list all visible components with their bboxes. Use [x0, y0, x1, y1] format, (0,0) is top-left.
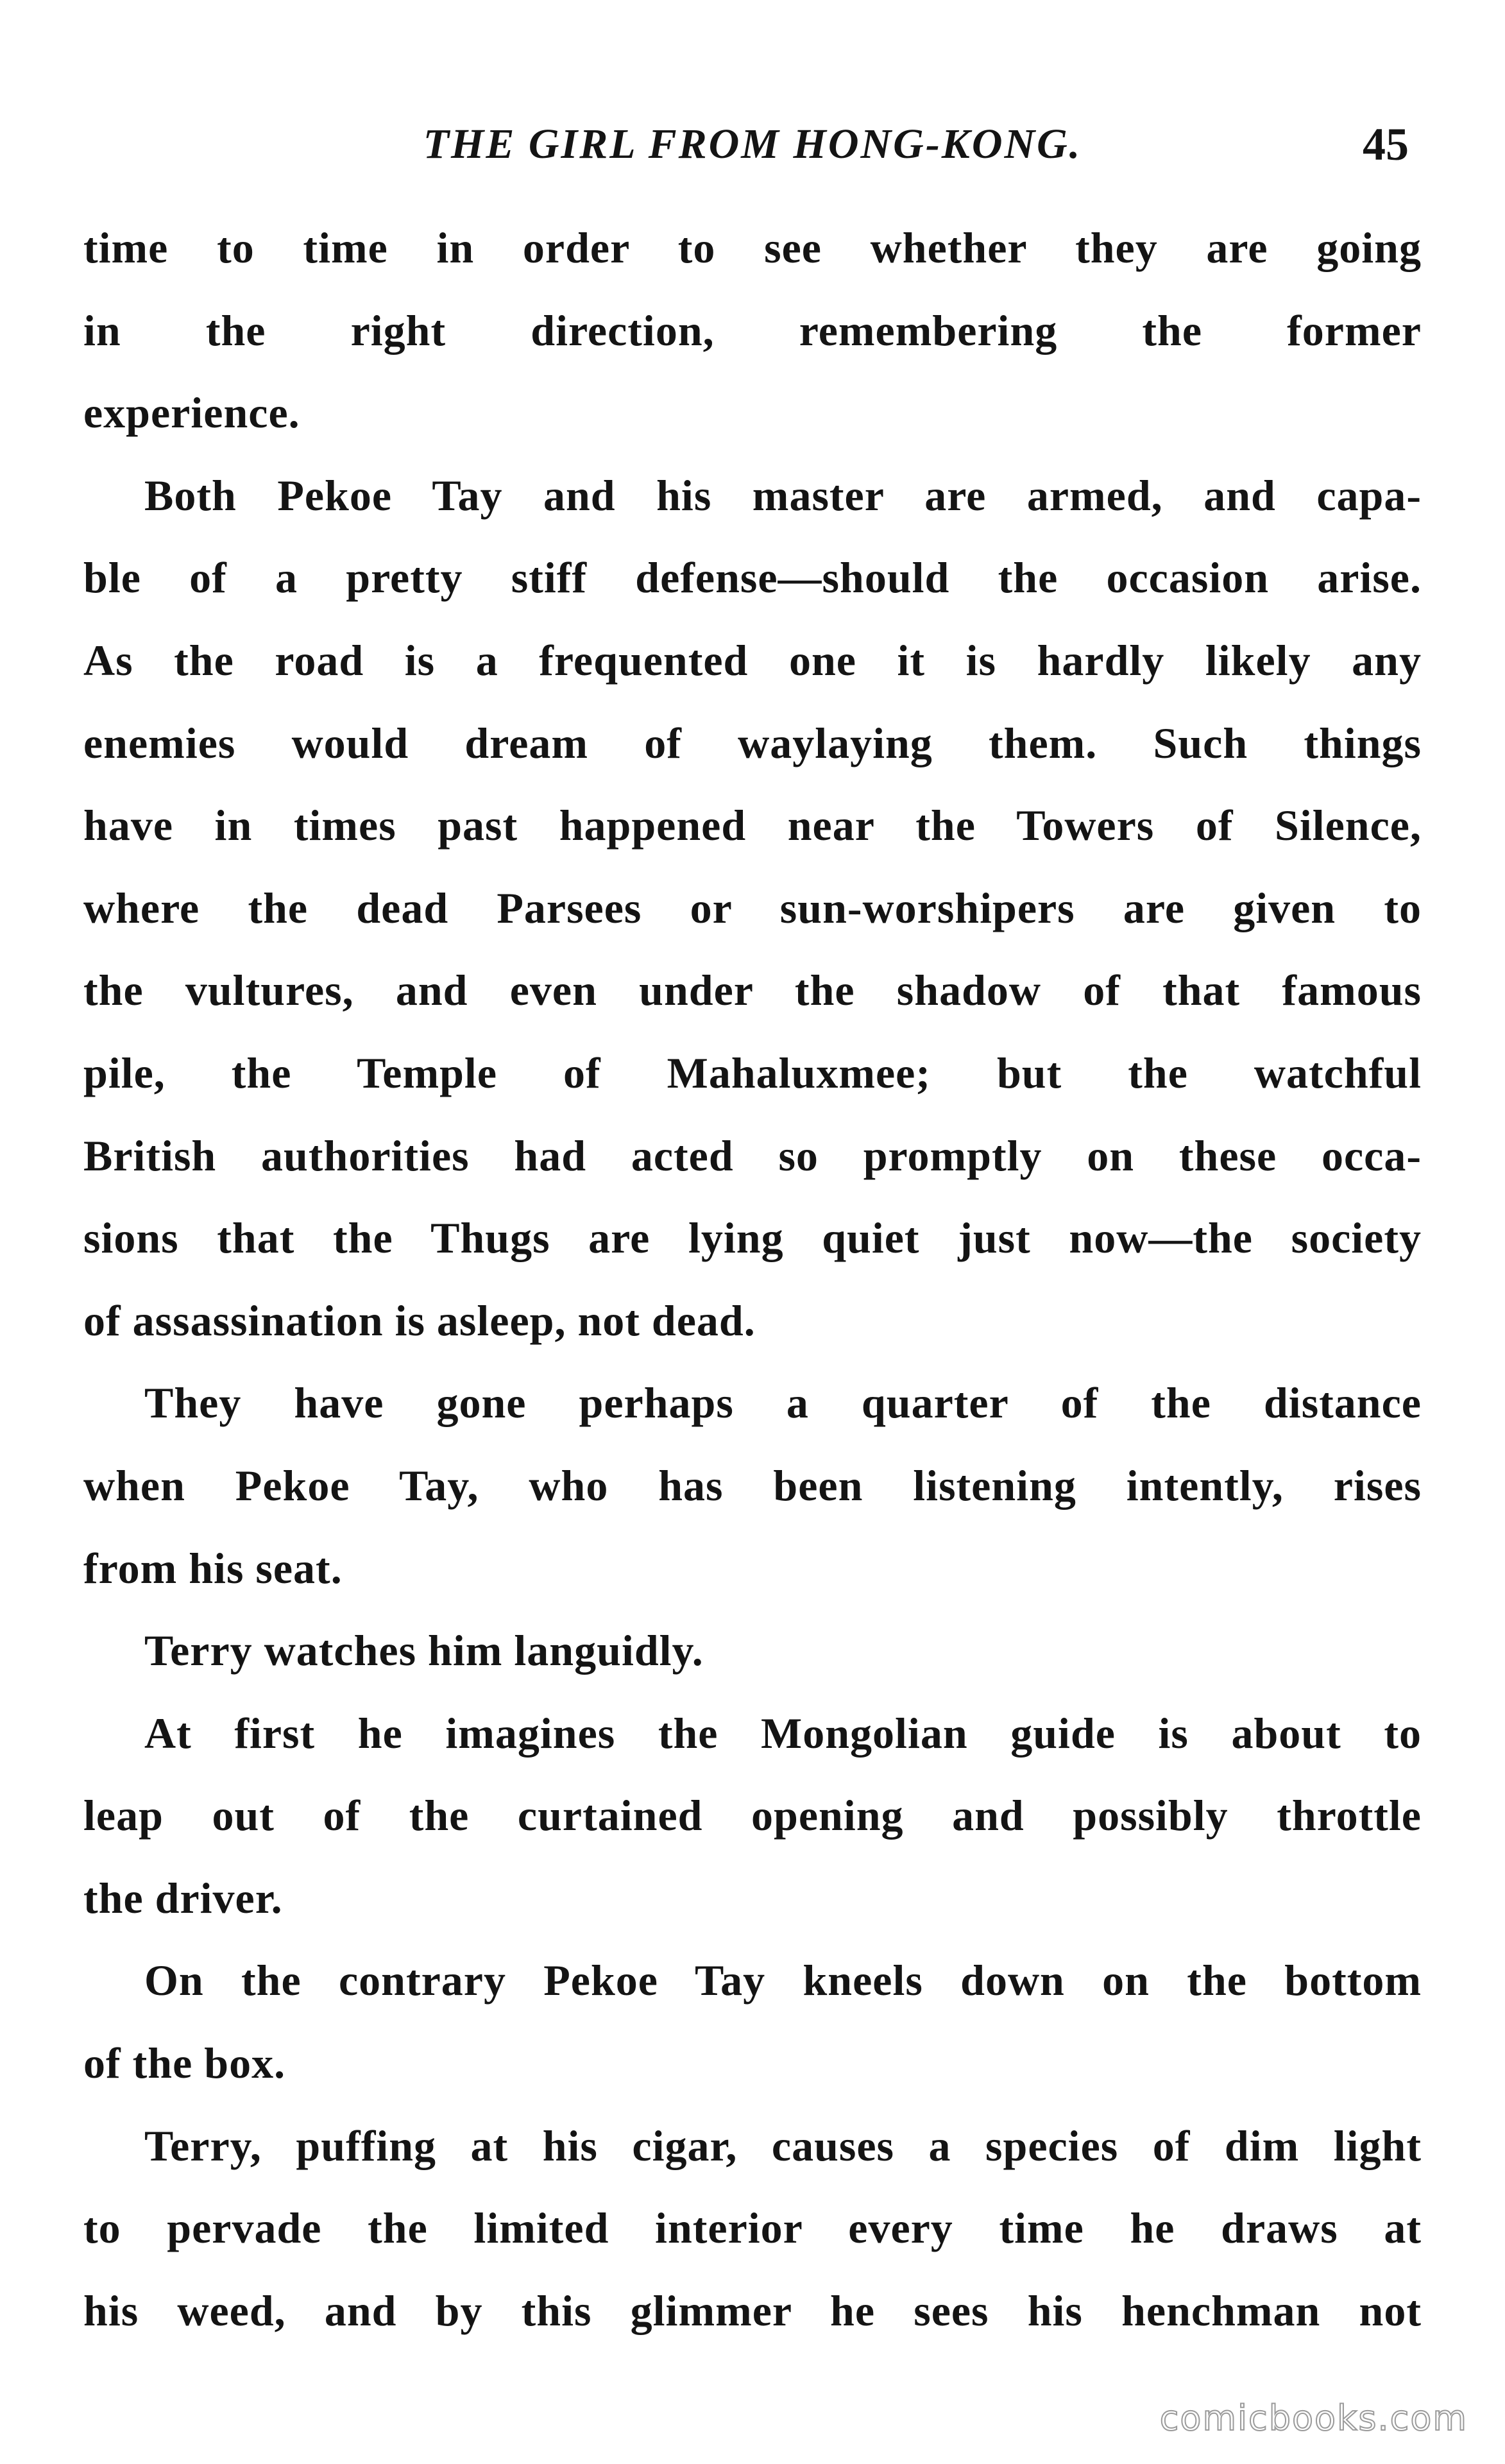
text-line: enemies would dream of waylaying them. Such things — [83, 718, 1422, 767]
text-line: his weed, and by this glimmer he sees his henchman not — [83, 2286, 1422, 2335]
text-line: leap out of the curtained opening and possibly throttle — [83, 1791, 1422, 1840]
text-line: of assassination is asleep, not dead. — [83, 1296, 756, 1345]
text-line: At first he imagines the Mongolian guide is about to — [144, 1708, 1422, 1758]
text-line: where the dead Parsees or sun-worshipers are given to — [83, 883, 1422, 932]
text-line: pile, the Temple of Mahaluxmee; but the watchful — [83, 1048, 1422, 1097]
running-head — [83, 109, 1422, 180]
text-line: sions that the Thugs are lying quiet just now—the society — [83, 1213, 1422, 1263]
text-line: in the right direction, remembering the former — [83, 305, 1422, 355]
text-line: the vultures, and even under the shadow of that famous — [83, 966, 1422, 1015]
text-line: experience. — [83, 388, 300, 438]
text-line: As the road is a frequented one it is hardly likely any — [83, 635, 1422, 685]
text-line: from his seat. — [83, 1543, 343, 1593]
text-line: the driver. — [83, 1873, 283, 1922]
text-line: Terry watches him languidly. — [144, 1626, 704, 1675]
text-line: have in times past happened near the Towers of Silence, — [83, 801, 1422, 850]
text-line: ble of a pretty stiff defense—should the occasion arise. — [83, 553, 1422, 603]
text-line: They have gone perhaps a quarter of the distance — [144, 1378, 1422, 1428]
text-line: British authorities had acted so promptly on these occa- — [83, 1131, 1422, 1180]
text-line: Terry, puffing at his cigar, causes a species of dim light — [144, 2121, 1422, 2170]
running-title: THE GIRL FROM HONG-KONG. — [423, 121, 1082, 167]
text-line: On the contrary Pekoe Tay kneels down on the bottom — [144, 1956, 1422, 2005]
body-text — [83, 207, 1422, 2352]
text-line: time to time in order to see whether they are going — [83, 223, 1422, 272]
text-line: to pervade the limited interior every time he draws at — [83, 2203, 1422, 2253]
text-line: Both Pekoe Tay and his master are armed, and capa- — [144, 470, 1422, 520]
watermark: comicbooks.com — [1159, 2398, 1468, 2438]
text-line: of the box. — [83, 2039, 286, 2088]
text-line: when Pekoe Tay, who has been listening intently, rises — [83, 1460, 1422, 1510]
page-number: 45 — [1363, 119, 1409, 170]
